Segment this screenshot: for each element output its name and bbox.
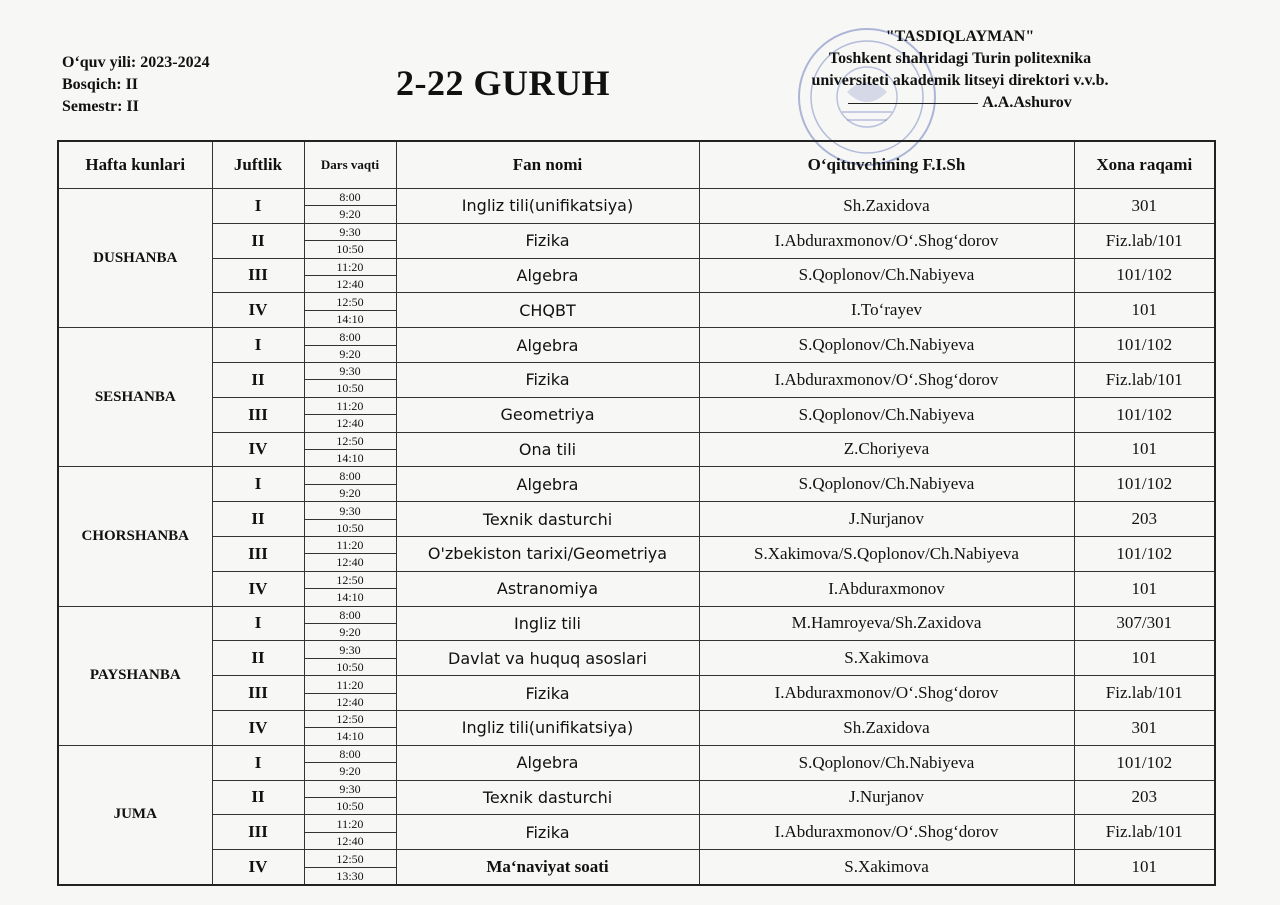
pair-number-cell: II [212, 641, 304, 676]
start-time: 12:50 [305, 433, 396, 450]
pair-number-cell: IV [212, 293, 304, 328]
subject-cell: Ma‘naviyat soati [396, 850, 699, 885]
room-cell: 101/102 [1074, 397, 1215, 432]
pair-number-cell: I [212, 467, 304, 502]
lesson-time-cell [304, 850, 396, 885]
table-header-row [58, 141, 1215, 189]
end-time: 10:50 [336, 798, 364, 813]
table-row [58, 502, 1215, 537]
pair-number-cell: IV [212, 850, 304, 885]
start-time: 12:50 [305, 572, 396, 589]
pair-number-cell: IV [212, 432, 304, 467]
subject-cell: Algebra [396, 467, 699, 502]
room-cell: Fiz.lab/101 [1074, 362, 1215, 397]
lesson-time-cell [304, 397, 396, 432]
semester: Semestr: II [62, 98, 139, 115]
subject-cell: Algebra [396, 745, 699, 780]
start-time: 8:00 [305, 468, 396, 485]
table-row [58, 676, 1215, 711]
schedule-table [57, 140, 1216, 886]
room-cell: 203 [1074, 502, 1215, 537]
room-cell: 307/301 [1074, 606, 1215, 641]
subject-cell: Geometriya [396, 397, 699, 432]
start-time: 9:30 [305, 363, 396, 380]
table-row [58, 293, 1215, 328]
table-row [58, 328, 1215, 363]
day-name-cell: CHORSHANBA [58, 467, 212, 606]
approval-block [760, 26, 1160, 114]
end-time: 9:20 [339, 624, 361, 639]
room-cell: 101 [1074, 293, 1215, 328]
room-cell: 101 [1074, 571, 1215, 606]
subject-cell: Ingliz tili [396, 606, 699, 641]
signature-line [848, 102, 978, 104]
lesson-time-cell [304, 189, 396, 224]
teacher-cell: J.Nurjanov [699, 502, 1074, 537]
room-cell: 101/102 [1074, 745, 1215, 780]
table-row [58, 189, 1215, 224]
pair-number-cell: IV [212, 710, 304, 745]
lesson-time-cell [304, 815, 396, 850]
start-time: 8:00 [305, 189, 396, 206]
table-row [58, 223, 1215, 258]
lesson-time-cell [304, 328, 396, 363]
table-row [58, 606, 1215, 641]
teacher-cell: J.Nurjanov [699, 780, 1074, 815]
lesson-time-cell [304, 676, 396, 711]
room-cell: Fiz.lab/101 [1074, 815, 1215, 850]
approval-line-1: Toshkent shahridagi Turin politexnika [828, 50, 1092, 67]
start-time: 11:20 [305, 816, 396, 833]
pair-number-cell: III [212, 397, 304, 432]
teacher-cell: M.Hamroyeva/Sh.Zaxidova [699, 606, 1074, 641]
group-title: 2-22 GURUH [396, 63, 610, 103]
teacher-cell: Sh.Zaxidova [699, 710, 1074, 745]
start-time: 8:00 [305, 607, 396, 624]
col-header-subject: Fan nomi [396, 141, 699, 189]
room-cell: 203 [1074, 780, 1215, 815]
lesson-time-cell [304, 780, 396, 815]
room-cell: Fiz.lab/101 [1074, 676, 1215, 711]
teacher-cell: Sh.Zaxidova [699, 189, 1074, 224]
end-time: 14:10 [336, 590, 364, 605]
lesson-time-cell [304, 571, 396, 606]
table-row [58, 815, 1215, 850]
room-cell: 101/102 [1074, 467, 1215, 502]
subject-cell: Fizika [396, 362, 699, 397]
room-cell: 101 [1074, 850, 1215, 885]
pair-number-cell: I [212, 606, 304, 641]
end-time: 14:10 [336, 729, 364, 744]
end-time: 10:50 [336, 520, 364, 535]
start-time: 12:50 [305, 851, 396, 868]
table-row [58, 536, 1215, 571]
pair-number-cell: III [212, 815, 304, 850]
teacher-cell: S.Xakimova/S.Qoplonov/Ch.Nabiyeva [699, 536, 1074, 571]
subject-cell: CHQBT [396, 293, 699, 328]
start-time: 8:00 [305, 746, 396, 763]
lesson-time-cell [304, 606, 396, 641]
lesson-time-cell [304, 258, 396, 293]
end-time: 12:40 [336, 555, 364, 570]
lesson-time-cell [304, 641, 396, 676]
start-time: 9:30 [305, 503, 396, 520]
subject-cell: Ona tili [396, 432, 699, 467]
teacher-cell: I.Abduraxmonov/O‘.Shog‘dorov [699, 815, 1074, 850]
signature-row [760, 92, 1160, 114]
subject-cell: Fizika [396, 815, 699, 850]
lesson-time-cell [304, 223, 396, 258]
room-cell: Fiz.lab/101 [1074, 223, 1215, 258]
table-row [58, 467, 1215, 502]
stage: Bosqich: II [62, 76, 139, 93]
table-row [58, 780, 1215, 815]
start-time: 11:20 [305, 259, 396, 276]
end-time: 10:50 [336, 659, 364, 674]
teacher-cell: S.Qoplonov/Ch.Nabiyeva [699, 745, 1074, 780]
pair-number-cell: I [212, 189, 304, 224]
lesson-time-cell [304, 536, 396, 571]
teacher-cell: S.Qoplonov/Ch.Nabiyeva [699, 397, 1074, 432]
col-header-teacher: O‘qituvchining F.I.Sh [699, 141, 1074, 189]
start-time: 11:20 [305, 537, 396, 554]
start-time: 11:20 [305, 677, 396, 694]
room-cell: 301 [1074, 710, 1215, 745]
table-row [58, 850, 1215, 885]
table-row [58, 710, 1215, 745]
lesson-time-cell [304, 745, 396, 780]
day-name-cell: JUMA [58, 745, 212, 885]
lesson-time-cell [304, 710, 396, 745]
table-row [58, 258, 1215, 293]
room-cell: 301 [1074, 189, 1215, 224]
end-time: 9:20 [339, 485, 361, 500]
teacher-cell: S.Xakimova [699, 850, 1074, 885]
pair-number-cell: I [212, 328, 304, 363]
subject-cell: Texnik dasturchi [396, 502, 699, 537]
pair-number-cell: IV [212, 571, 304, 606]
room-cell: 101/102 [1074, 258, 1215, 293]
pair-number-cell: III [212, 676, 304, 711]
teacher-cell: I.Abduraxmonov [699, 571, 1074, 606]
pair-number-cell: II [212, 362, 304, 397]
start-time: 12:50 [305, 294, 396, 311]
table-row [58, 745, 1215, 780]
pair-number-cell: II [212, 502, 304, 537]
pair-number-cell: I [212, 745, 304, 780]
table-row [58, 641, 1215, 676]
academic-year: O‘quv yili: 2023-2024 [62, 54, 210, 71]
subject-cell: Ingliz tili(unifikatsiya) [396, 710, 699, 745]
approval-heading: "TASDIQLAYMAN" [885, 28, 1035, 45]
col-header-days: Hafta kunlari [58, 141, 212, 189]
col-header-time: Dars vaqti [304, 141, 396, 189]
teacher-cell: S.Qoplonov/Ch.Nabiyeva [699, 328, 1074, 363]
approval-line-2: universiteti akademik litseyi direktori v.v.b. [811, 72, 1109, 89]
end-time: 14:10 [336, 450, 364, 465]
teacher-cell: S.Qoplonov/Ch.Nabiyeva [699, 258, 1074, 293]
teacher-cell: Z.Choriyeva [699, 432, 1074, 467]
teacher-cell: S.Qoplonov/Ch.Nabiyeva [699, 467, 1074, 502]
table-row [58, 571, 1215, 606]
lesson-time-cell [304, 467, 396, 502]
table-row [58, 432, 1215, 467]
room-cell: 101/102 [1074, 536, 1215, 571]
pair-number-cell: II [212, 780, 304, 815]
start-time: 12:50 [305, 711, 396, 728]
end-time: 14:10 [336, 311, 364, 326]
subject-cell: Algebra [396, 258, 699, 293]
table-row [58, 397, 1215, 432]
day-name-cell: DUSHANBA [58, 189, 212, 328]
room-cell: 101/102 [1074, 328, 1215, 363]
subject-cell: O'zbekiston tarixi/Geometriya [396, 536, 699, 571]
end-time: 9:20 [339, 764, 361, 779]
end-time: 12:40 [336, 416, 364, 431]
end-time: 10:50 [336, 242, 364, 257]
pair-number-cell: III [212, 536, 304, 571]
subject-cell: Davlat va huquq asoslari [396, 641, 699, 676]
subject-cell: Fizika [396, 676, 699, 711]
col-header-pair: Juftlik [212, 141, 304, 189]
room-cell: 101 [1074, 641, 1215, 676]
subject-cell: Ingliz tili(unifikatsiya) [396, 189, 699, 224]
end-time: 13:30 [336, 868, 364, 883]
subject-cell: Fizika [396, 223, 699, 258]
end-time: 12:40 [336, 694, 364, 709]
pair-number-cell: II [212, 223, 304, 258]
subject-cell: Algebra [396, 328, 699, 363]
table-row [58, 362, 1215, 397]
end-time: 9:20 [339, 207, 361, 222]
teacher-cell: S.Xakimova [699, 641, 1074, 676]
teacher-cell: I.To‘rayev [699, 293, 1074, 328]
teacher-cell: I.Abduraxmonov/O‘.Shog‘dorov [699, 223, 1074, 258]
subject-cell: Texnik dasturchi [396, 780, 699, 815]
lesson-time-cell [304, 502, 396, 537]
lesson-time-cell [304, 293, 396, 328]
end-time: 12:40 [336, 833, 364, 848]
end-time: 9:20 [339, 346, 361, 361]
teacher-cell: I.Abduraxmonov/O‘.Shog‘dorov [699, 676, 1074, 711]
day-name-cell: PAYSHANBA [58, 606, 212, 745]
start-time: 9:30 [305, 781, 396, 798]
day-name-cell: SESHANBA [58, 328, 212, 467]
start-time: 11:20 [305, 398, 396, 415]
document-info [62, 52, 210, 118]
end-time: 12:40 [336, 276, 364, 291]
col-header-room: Xona raqami [1074, 141, 1215, 189]
subject-cell: Astranomiya [396, 571, 699, 606]
pair-number-cell: III [212, 258, 304, 293]
start-time: 9:30 [305, 642, 396, 659]
start-time: 8:00 [305, 329, 396, 346]
lesson-time-cell [304, 362, 396, 397]
teacher-cell: I.Abduraxmonov/O‘.Shog‘dorov [699, 362, 1074, 397]
signer-name: A.A.Ashurov [982, 94, 1072, 111]
room-cell: 101 [1074, 432, 1215, 467]
lesson-time-cell [304, 432, 396, 467]
end-time: 10:50 [336, 381, 364, 396]
start-time: 9:30 [305, 224, 396, 241]
